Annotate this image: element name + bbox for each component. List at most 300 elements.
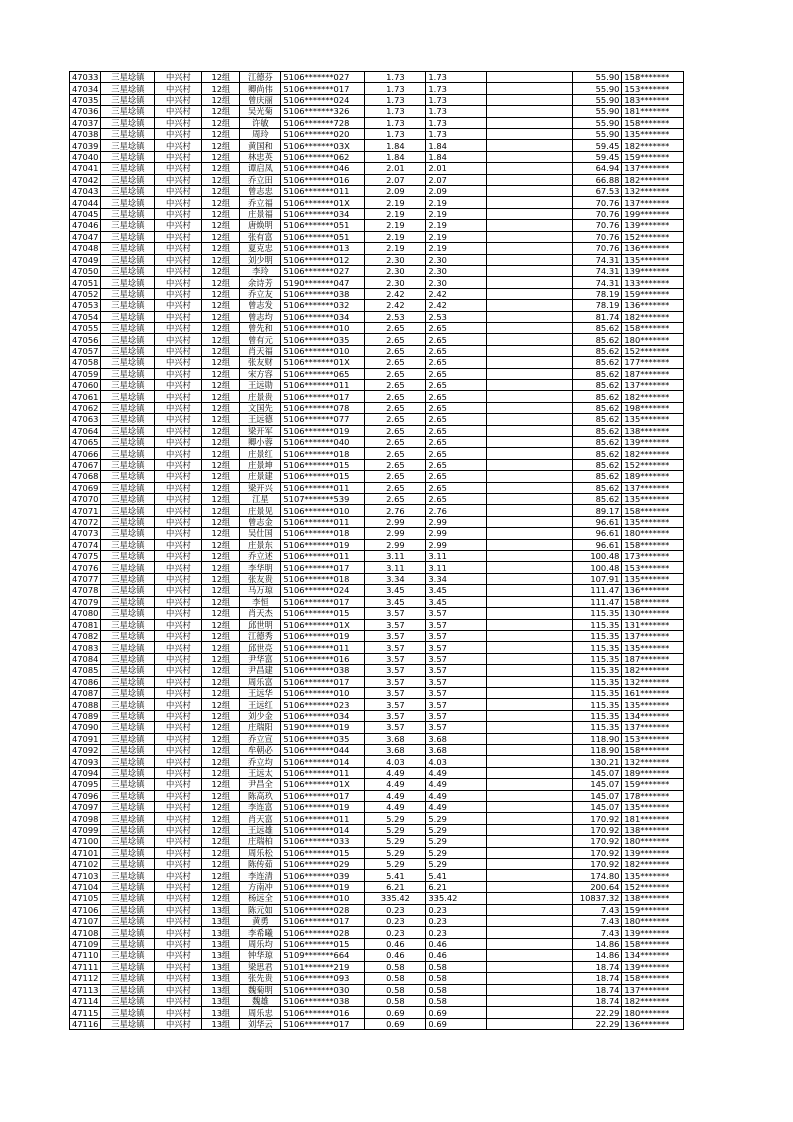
blank-cell [487,950,573,961]
amount-cell: 67.53 [573,186,622,197]
row-index-cell: 47092 [70,744,101,755]
area-confirmed-cell: 1.73 [426,83,487,94]
amount-cell: 170.92 [573,824,622,835]
phone-cell: 136******* [622,300,684,311]
village-cell: 中兴村 [155,288,202,299]
row-index-cell: 47073 [70,528,101,539]
table-row [70,528,684,539]
area-confirmed-cell: 4.03 [426,756,487,767]
area-cell: 3.68 [365,744,426,755]
village-cell: 中兴村 [155,950,202,961]
table-row [70,277,684,288]
id-number-cell: 5106*******034 [281,311,365,322]
person-name-cell: 乔立友 [240,288,281,299]
phone-cell: 159******* [622,288,684,299]
area-confirmed-cell: 4.49 [426,779,487,790]
village-cell: 中兴村 [155,585,202,596]
phone-cell: 152******* [622,345,684,356]
id-number-cell: 5106*******017 [281,391,365,402]
amount-cell: 145.07 [573,802,622,813]
group-cell: 12组 [202,573,240,584]
person-name-cell: 梁开军 [240,425,281,436]
phone-cell: 134******* [622,950,684,961]
town-cell: 三星埝镇 [101,425,155,436]
row-index-cell: 47093 [70,756,101,767]
area-cell: 2.19 [365,208,426,219]
row-index-cell: 47066 [70,448,101,459]
row-index-cell: 47104 [70,881,101,892]
table-row [70,357,684,368]
area-confirmed-cell: 1.73 [426,106,487,117]
id-number-cell: 5106*******011 [281,551,365,562]
person-name-cell: 曾先和 [240,322,281,333]
group-cell: 12组 [202,893,240,904]
person-name-cell: 李华明 [240,562,281,573]
village-cell: 中兴村 [155,916,202,927]
row-index-cell: 47086 [70,676,101,687]
amount-cell: 70.76 [573,243,622,254]
area-confirmed-cell: 3.57 [426,619,487,630]
amount-cell: 55.90 [573,129,622,140]
person-name-cell: 刘少金 [240,710,281,721]
row-index-cell: 47109 [70,938,101,949]
table-row [70,425,684,436]
blank-cell [487,767,573,778]
village-cell: 中兴村 [155,357,202,368]
area-cell: 1.73 [365,106,426,117]
phone-cell: 136******* [622,585,684,596]
person-name-cell: 乔立田 [240,174,281,185]
area-cell: 3.57 [365,630,426,641]
table-row [70,129,684,140]
person-name-cell: 牟朝必 [240,744,281,755]
person-name-cell: 江星 [240,494,281,505]
id-number-cell: 5106*******010 [281,687,365,698]
amount-cell: 55.90 [573,72,622,83]
id-number-cell: 5106*******01X [281,619,365,630]
phone-cell: 132******* [622,186,684,197]
area-confirmed-cell: 5.29 [426,859,487,870]
village-cell: 中兴村 [155,505,202,516]
area-confirmed-cell: 3.57 [426,699,487,710]
area-cell: 0.69 [365,1018,426,1029]
area-confirmed-cell: 6.21 [426,881,487,892]
group-cell: 12组 [202,779,240,790]
area-cell: 2.01 [365,163,426,174]
row-index-cell: 47063 [70,414,101,425]
area-cell: 2.09 [365,186,426,197]
blank-cell [487,151,573,162]
group-cell: 13组 [202,904,240,915]
area-confirmed-cell: 3.57 [426,676,487,687]
table-row [70,870,684,881]
area-cell: 6.21 [365,881,426,892]
blank-cell [487,779,573,790]
table-row [70,140,684,151]
blank-cell [487,836,573,847]
row-index-cell: 47057 [70,345,101,356]
village-cell: 中兴村 [155,140,202,151]
amount-cell: 115.35 [573,722,622,733]
town-cell: 三星埝镇 [101,482,155,493]
town-cell: 三星埝镇 [101,334,155,345]
area-confirmed-cell: 1.84 [426,151,487,162]
group-cell: 13组 [202,995,240,1006]
town-cell: 三星埝镇 [101,916,155,927]
area-cell: 0.58 [365,995,426,1006]
phone-cell: 187******* [622,368,684,379]
area-confirmed-cell: 2.65 [426,402,487,413]
blank-cell [487,973,573,984]
blank-cell [487,881,573,892]
person-name-cell: 许敏 [240,117,281,128]
town-cell: 三星埝镇 [101,379,155,390]
area-confirmed-cell: 4.49 [426,790,487,801]
group-cell: 12组 [202,756,240,767]
blank-cell [487,938,573,949]
amount-cell: 14.86 [573,950,622,961]
group-cell: 12组 [202,322,240,333]
group-cell: 12组 [202,414,240,425]
group-cell: 12组 [202,254,240,265]
area-confirmed-cell: 2.19 [426,220,487,231]
phone-cell: 135******* [622,802,684,813]
town-cell: 三星埝镇 [101,687,155,698]
area-confirmed-cell: 3.11 [426,562,487,573]
group-cell: 12组 [202,471,240,482]
table-row [70,208,684,219]
id-number-cell: 5106*******018 [281,528,365,539]
id-number-cell: 5109*******664 [281,950,365,961]
table-row [70,973,684,984]
row-index-cell: 47090 [70,722,101,733]
id-number-cell: 5106*******01X [281,779,365,790]
id-number-cell: 5106*******015 [281,471,365,482]
phone-cell: 135******* [622,254,684,265]
blank-cell [487,494,573,505]
village-cell: 中兴村 [155,859,202,870]
group-cell: 12组 [202,163,240,174]
amount-cell: 10837.32 [573,893,622,904]
group-cell: 12组 [202,824,240,835]
village-cell: 中兴村 [155,1018,202,1029]
phone-cell: 159******* [622,904,684,915]
area-confirmed-cell: 3.11 [426,551,487,562]
village-cell: 中兴村 [155,425,202,436]
area-cell: 2.65 [365,414,426,425]
amount-cell: 18.74 [573,973,622,984]
person-name-cell: 庄瑞阳 [240,722,281,733]
table-row [70,83,684,94]
blank-cell [487,585,573,596]
area-cell: 1.73 [365,94,426,105]
amount-cell: 66.88 [573,174,622,185]
row-index-cell: 47042 [70,174,101,185]
table-row [70,288,684,299]
amount-cell: 85.62 [573,402,622,413]
town-cell: 三星埝镇 [101,710,155,721]
id-number-cell: 5106*******017 [281,790,365,801]
person-name-cell: 周玲 [240,129,281,140]
town-cell: 三星埝镇 [101,767,155,778]
amount-cell: 22.29 [573,1007,622,1018]
person-name-cell: 乔立宣 [240,733,281,744]
area-cell: 2.76 [365,505,426,516]
village-cell: 中兴村 [155,551,202,562]
area-confirmed-cell: 2.42 [426,300,487,311]
phone-cell: 182******* [622,140,684,151]
area-confirmed-cell: 3.45 [426,585,487,596]
person-name-cell: 庄景红 [240,448,281,459]
blank-cell [487,391,573,402]
area-confirmed-cell: 1.73 [426,94,487,105]
row-index-cell: 47046 [70,220,101,231]
town-cell: 三星埝镇 [101,516,155,527]
amount-cell: 115.35 [573,608,622,619]
group-cell: 12组 [202,220,240,231]
town-cell: 三星埝镇 [101,402,155,413]
row-index-cell: 47074 [70,539,101,550]
area-cell: 2.65 [365,357,426,368]
group-cell: 12组 [202,881,240,892]
amount-cell: 115.35 [573,653,622,664]
phone-cell: 158******* [622,539,684,550]
village-cell: 中兴村 [155,756,202,767]
blank-cell [487,94,573,105]
village-cell: 中兴村 [155,391,202,402]
phone-cell: 131******* [622,619,684,630]
blank-cell [487,1018,573,1029]
amount-cell: 55.90 [573,106,622,117]
group-cell: 13组 [202,984,240,995]
blank-cell [487,505,573,516]
phone-cell: 135******* [622,573,684,584]
person-name-cell: 肖天福 [240,345,281,356]
row-index-cell: 47083 [70,642,101,653]
row-index-cell: 47043 [70,186,101,197]
village-cell: 中兴村 [155,995,202,1006]
blank-cell [487,459,573,470]
blank-cell [487,425,573,436]
blank-cell [487,129,573,140]
phone-cell: 139******* [622,265,684,276]
id-number-cell: 5106*******016 [281,1007,365,1018]
village-cell: 中兴村 [155,802,202,813]
person-name-cell: 方南冲 [240,881,281,892]
town-cell: 三星埝镇 [101,893,155,904]
phone-cell: 138******* [622,425,684,436]
id-number-cell: 5106*******035 [281,334,365,345]
area-cell: 5.29 [365,859,426,870]
amount-cell: 85.62 [573,414,622,425]
phone-cell: 153******* [622,733,684,744]
village-cell: 中兴村 [155,459,202,470]
blank-cell [487,277,573,288]
group-cell: 13组 [202,1007,240,1018]
area-cell: 2.99 [365,516,426,527]
village-cell: 中兴村 [155,893,202,904]
id-number-cell: 5106*******011 [281,482,365,493]
group-cell: 12组 [202,699,240,710]
phone-cell: 152******* [622,231,684,242]
amount-cell: 118.90 [573,744,622,755]
town-cell: 三星埝镇 [101,585,155,596]
person-name-cell: 陈传茹 [240,859,281,870]
phone-cell: 153******* [622,562,684,573]
row-index-cell: 47103 [70,870,101,881]
area-cell: 0.23 [365,916,426,927]
town-cell: 三星埝镇 [101,995,155,1006]
blank-cell [487,368,573,379]
person-name-cell: 周乐松 [240,847,281,858]
row-index-cell: 47082 [70,630,101,641]
phone-cell: 182******* [622,174,684,185]
area-cell: 3.57 [365,687,426,698]
village-cell: 中兴村 [155,847,202,858]
amount-cell: 22.29 [573,1018,622,1029]
person-name-cell: 魏菊明 [240,984,281,995]
records-table [69,71,684,1030]
phone-cell: 161******* [622,687,684,698]
person-name-cell: 黄勇 [240,916,281,927]
id-number-cell: 5106*******011 [281,767,365,778]
row-index-cell: 47069 [70,482,101,493]
phone-cell: 137******* [622,379,684,390]
village-cell: 中兴村 [155,494,202,505]
area-cell: 0.58 [365,973,426,984]
town-cell: 三星埝镇 [101,129,155,140]
row-index-cell: 47106 [70,904,101,915]
area-confirmed-cell: 4.49 [426,802,487,813]
town-cell: 三星埝镇 [101,83,155,94]
group-cell: 13组 [202,916,240,927]
table-row [70,995,684,1006]
phone-cell: 158******* [622,72,684,83]
blank-cell [487,916,573,927]
village-cell: 中兴村 [155,117,202,128]
id-number-cell: 5106*******051 [281,220,365,231]
area-confirmed-cell: 0.58 [426,984,487,995]
village-cell: 中兴村 [155,151,202,162]
group-cell: 12组 [202,197,240,208]
area-confirmed-cell: 2.99 [426,528,487,539]
area-confirmed-cell: 5.41 [426,870,487,881]
table-row [70,106,684,117]
blank-cell [487,893,573,904]
row-index-cell: 47098 [70,813,101,824]
area-confirmed-cell: 2.65 [426,471,487,482]
id-number-cell: 5106*******038 [281,665,365,676]
row-index-cell: 47047 [70,231,101,242]
id-number-cell: 5106*******040 [281,437,365,448]
blank-cell [487,357,573,368]
area-cell: 2.30 [365,265,426,276]
area-confirmed-cell: 0.58 [426,973,487,984]
row-index-cell: 47089 [70,710,101,721]
village-cell: 中兴村 [155,573,202,584]
blank-cell [487,687,573,698]
group-cell: 12组 [202,231,240,242]
phone-cell: 152******* [622,459,684,470]
area-confirmed-cell: 3.57 [426,665,487,676]
town-cell: 三星埝镇 [101,288,155,299]
area-confirmed-cell: 1.73 [426,72,487,83]
person-name-cell: 王远太 [240,767,281,778]
group-cell: 12组 [202,790,240,801]
blank-cell [487,322,573,333]
blank-cell [487,300,573,311]
phone-cell: 136******* [622,1018,684,1029]
group-cell: 12组 [202,744,240,755]
village-cell: 中兴村 [155,608,202,619]
blank-cell [487,790,573,801]
phone-cell: 158******* [622,505,684,516]
town-cell: 三星埝镇 [101,163,155,174]
town-cell: 三星埝镇 [101,733,155,744]
village-cell: 中兴村 [155,220,202,231]
phone-cell: 135******* [622,494,684,505]
village-cell: 中兴村 [155,528,202,539]
group-cell: 12组 [202,551,240,562]
area-confirmed-cell: 0.46 [426,950,487,961]
village-cell: 中兴村 [155,254,202,265]
table-row [70,893,684,904]
village-cell: 中兴村 [155,72,202,83]
area-cell: 2.19 [365,220,426,231]
area-cell: 4.49 [365,767,426,778]
person-name-cell: 陈元如 [240,904,281,915]
amount-cell: 115.35 [573,619,622,630]
town-cell: 三星埝镇 [101,220,155,231]
row-index-cell: 47091 [70,733,101,744]
blank-cell [487,516,573,527]
town-cell: 三星埝镇 [101,813,155,824]
area-cell: 2.65 [365,368,426,379]
row-index-cell: 47050 [70,265,101,276]
phone-cell: 199******* [622,208,684,219]
id-number-cell: 5106*******018 [281,448,365,459]
id-number-cell: 5106*******038 [281,995,365,1006]
person-name-cell: 邱世亮 [240,642,281,653]
area-confirmed-cell: 3.57 [426,642,487,653]
row-index-cell: 47075 [70,551,101,562]
phone-cell: 180******* [622,836,684,847]
blank-cell [487,265,573,276]
town-cell: 三星埝镇 [101,391,155,402]
area-cell: 3.57 [365,653,426,664]
town-cell: 三星埝镇 [101,151,155,162]
town-cell: 三星埝镇 [101,756,155,767]
area-cell: 0.46 [365,950,426,961]
row-index-cell: 47058 [70,357,101,368]
row-index-cell: 47044 [70,197,101,208]
id-number-cell: 5106*******010 [281,322,365,333]
person-name-cell: 曾志金 [240,516,281,527]
village-cell: 中兴村 [155,414,202,425]
area-cell: 2.42 [365,288,426,299]
amount-cell: 170.92 [573,859,622,870]
town-cell: 三星埝镇 [101,699,155,710]
area-confirmed-cell: 5.29 [426,847,487,858]
area-cell: 5.29 [365,836,426,847]
table-row [70,1007,684,1018]
amount-cell: 170.92 [573,847,622,858]
phone-cell: 134******* [622,710,684,721]
town-cell: 三星埝镇 [101,596,155,607]
area-confirmed-cell: 3.57 [426,687,487,698]
person-name-cell: 张友财 [240,357,281,368]
phone-cell: 133******* [622,277,684,288]
